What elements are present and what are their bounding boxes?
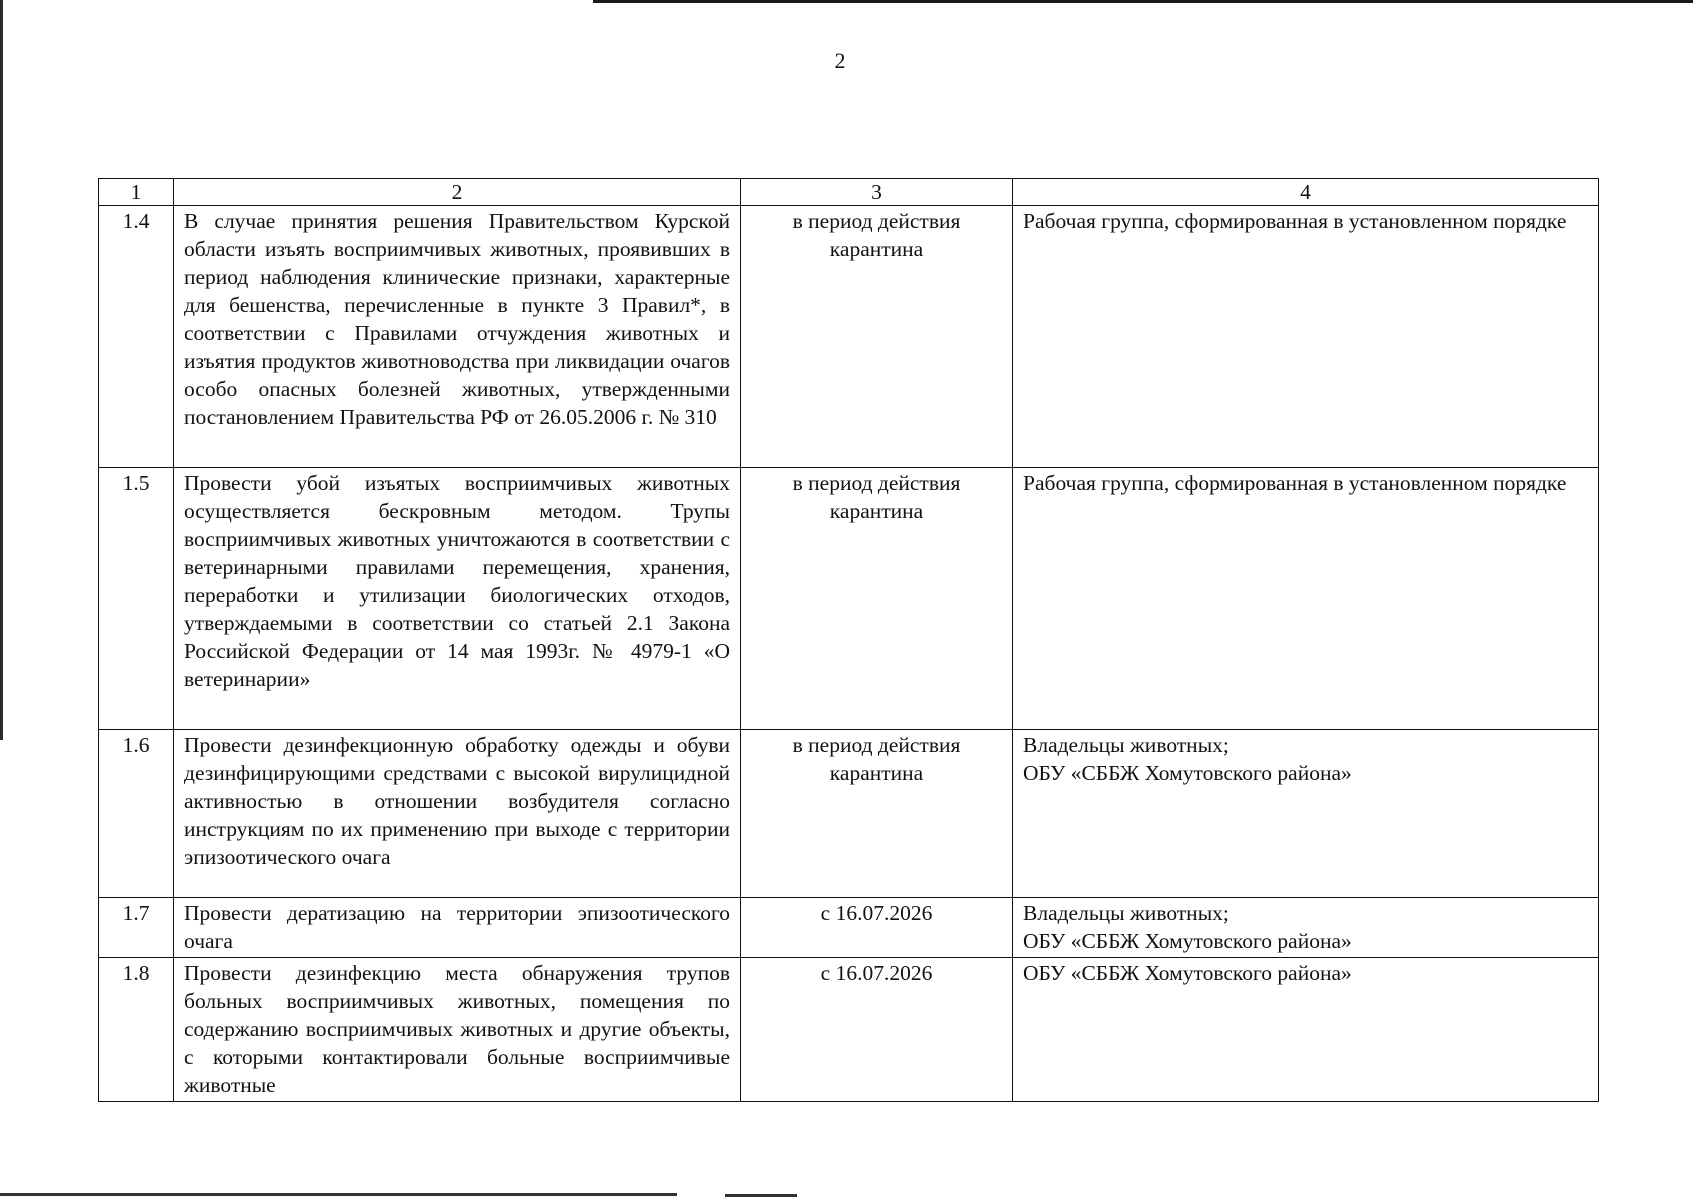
row-number: 1.4 xyxy=(99,206,174,468)
row-number: 1.7 xyxy=(99,898,174,958)
responsible-cell xyxy=(1013,206,1599,468)
period-cell xyxy=(741,468,1013,730)
responsible-cell xyxy=(1013,898,1599,958)
period-line: с 16.07.2026 xyxy=(820,901,933,925)
scan-edge-left xyxy=(0,0,3,740)
column-header-responsible: 4 xyxy=(1013,179,1599,206)
responsible-cell xyxy=(1013,468,1599,730)
page-number: 2 xyxy=(834,48,846,73)
responsible-line: ОБУ «СББЖ Хомутовского района» xyxy=(1023,761,1352,785)
responsible-line: ОБУ «СББЖ Хомутовского района» xyxy=(1023,929,1352,953)
responsible-cell xyxy=(1013,730,1599,898)
period-line: с 16.07.2026 xyxy=(820,961,933,985)
period-line: в период действия xyxy=(792,209,961,233)
period-line: карантина xyxy=(829,499,924,523)
table-row xyxy=(99,206,1599,468)
period-cell xyxy=(741,206,1013,468)
measure-text: Провести убой изъятых восприимчивых животных осуществляется бескровным методом. Трупы восприимчивых животных уничтожаются в соответствии с ветеринарными правилами перемещения, хранения, переработки и утилизации биологических отходов, утверждаемыми в соответствии со статьей 2.1 Закона Российской Федерации от 14 мая 1993г. № 4979-1 «О ветеринарии» xyxy=(174,468,741,730)
period-line: в период действия xyxy=(792,733,961,757)
responsible-line: Рабочая группа, сформированная в установленном порядке xyxy=(1023,209,1567,233)
period-line: карантина xyxy=(829,237,924,261)
measure-text: Провести дератизацию на территории эпизоотического очага xyxy=(174,898,741,958)
scan-edge-bottom xyxy=(0,1193,677,1196)
table-header-row xyxy=(99,179,1599,206)
scan-edge-top xyxy=(593,0,1693,3)
row-number: 1.6 xyxy=(99,730,174,898)
measure-text: В случае принятия решения Правительством Курской области изъять восприимчивых животных, проявивших в период наблюдения клинические признаки, характерные для бешенства, перечисленные в пункте 3 Правил*, в соответствии с Правилами отчуждения животных и изъятия продуктов животноводства при ликвидации очагов особо опасных болезней животных, утвержденными постановлением Правительства РФ от 26.05.2006 г. № 310 xyxy=(174,206,741,468)
column-header-period: 3 xyxy=(741,179,1013,206)
column-header-action: 2 xyxy=(174,179,741,206)
scan-edge-bottom-fragment xyxy=(725,1194,797,1197)
measure-text: Провести дезинфекцию места обнаружения трупов больных восприимчивых животных, помещения по содержанию восприимчивых животных и другие объекты, с которыми контактировали больные восприимчивые животные xyxy=(174,958,741,1102)
period-line: карантина xyxy=(829,761,924,785)
responsible-cell xyxy=(1013,958,1599,1102)
measure-text: Провести дезинфекционную обработку одежды и обуви дезинфицирующими средствами с высокой вирулицидной активностью в отношении возбудителя согласно инструкциям по их применению при выходе с территории эпизоотического очага xyxy=(174,730,741,898)
period-cell xyxy=(741,898,1013,958)
responsible-line: ОБУ «СББЖ Хомутовского района» xyxy=(1023,961,1352,985)
responsible-line: Рабочая группа, сформированная в установленном порядке xyxy=(1023,471,1567,495)
row-number: 1.8 xyxy=(99,958,174,1102)
column-header-number: 1 xyxy=(99,179,174,206)
row-number: 1.5 xyxy=(99,468,174,730)
period-cell xyxy=(741,958,1013,1102)
period-line: в период действия xyxy=(792,471,961,495)
period-cell xyxy=(741,730,1013,898)
responsible-line: Владельцы животных; xyxy=(1023,901,1229,925)
table-row xyxy=(99,958,1599,1102)
table-row xyxy=(99,468,1599,730)
table-row xyxy=(99,898,1599,958)
table-row xyxy=(99,730,1599,898)
measures-table xyxy=(98,178,1599,1102)
responsible-line: Владельцы животных; xyxy=(1023,733,1229,757)
